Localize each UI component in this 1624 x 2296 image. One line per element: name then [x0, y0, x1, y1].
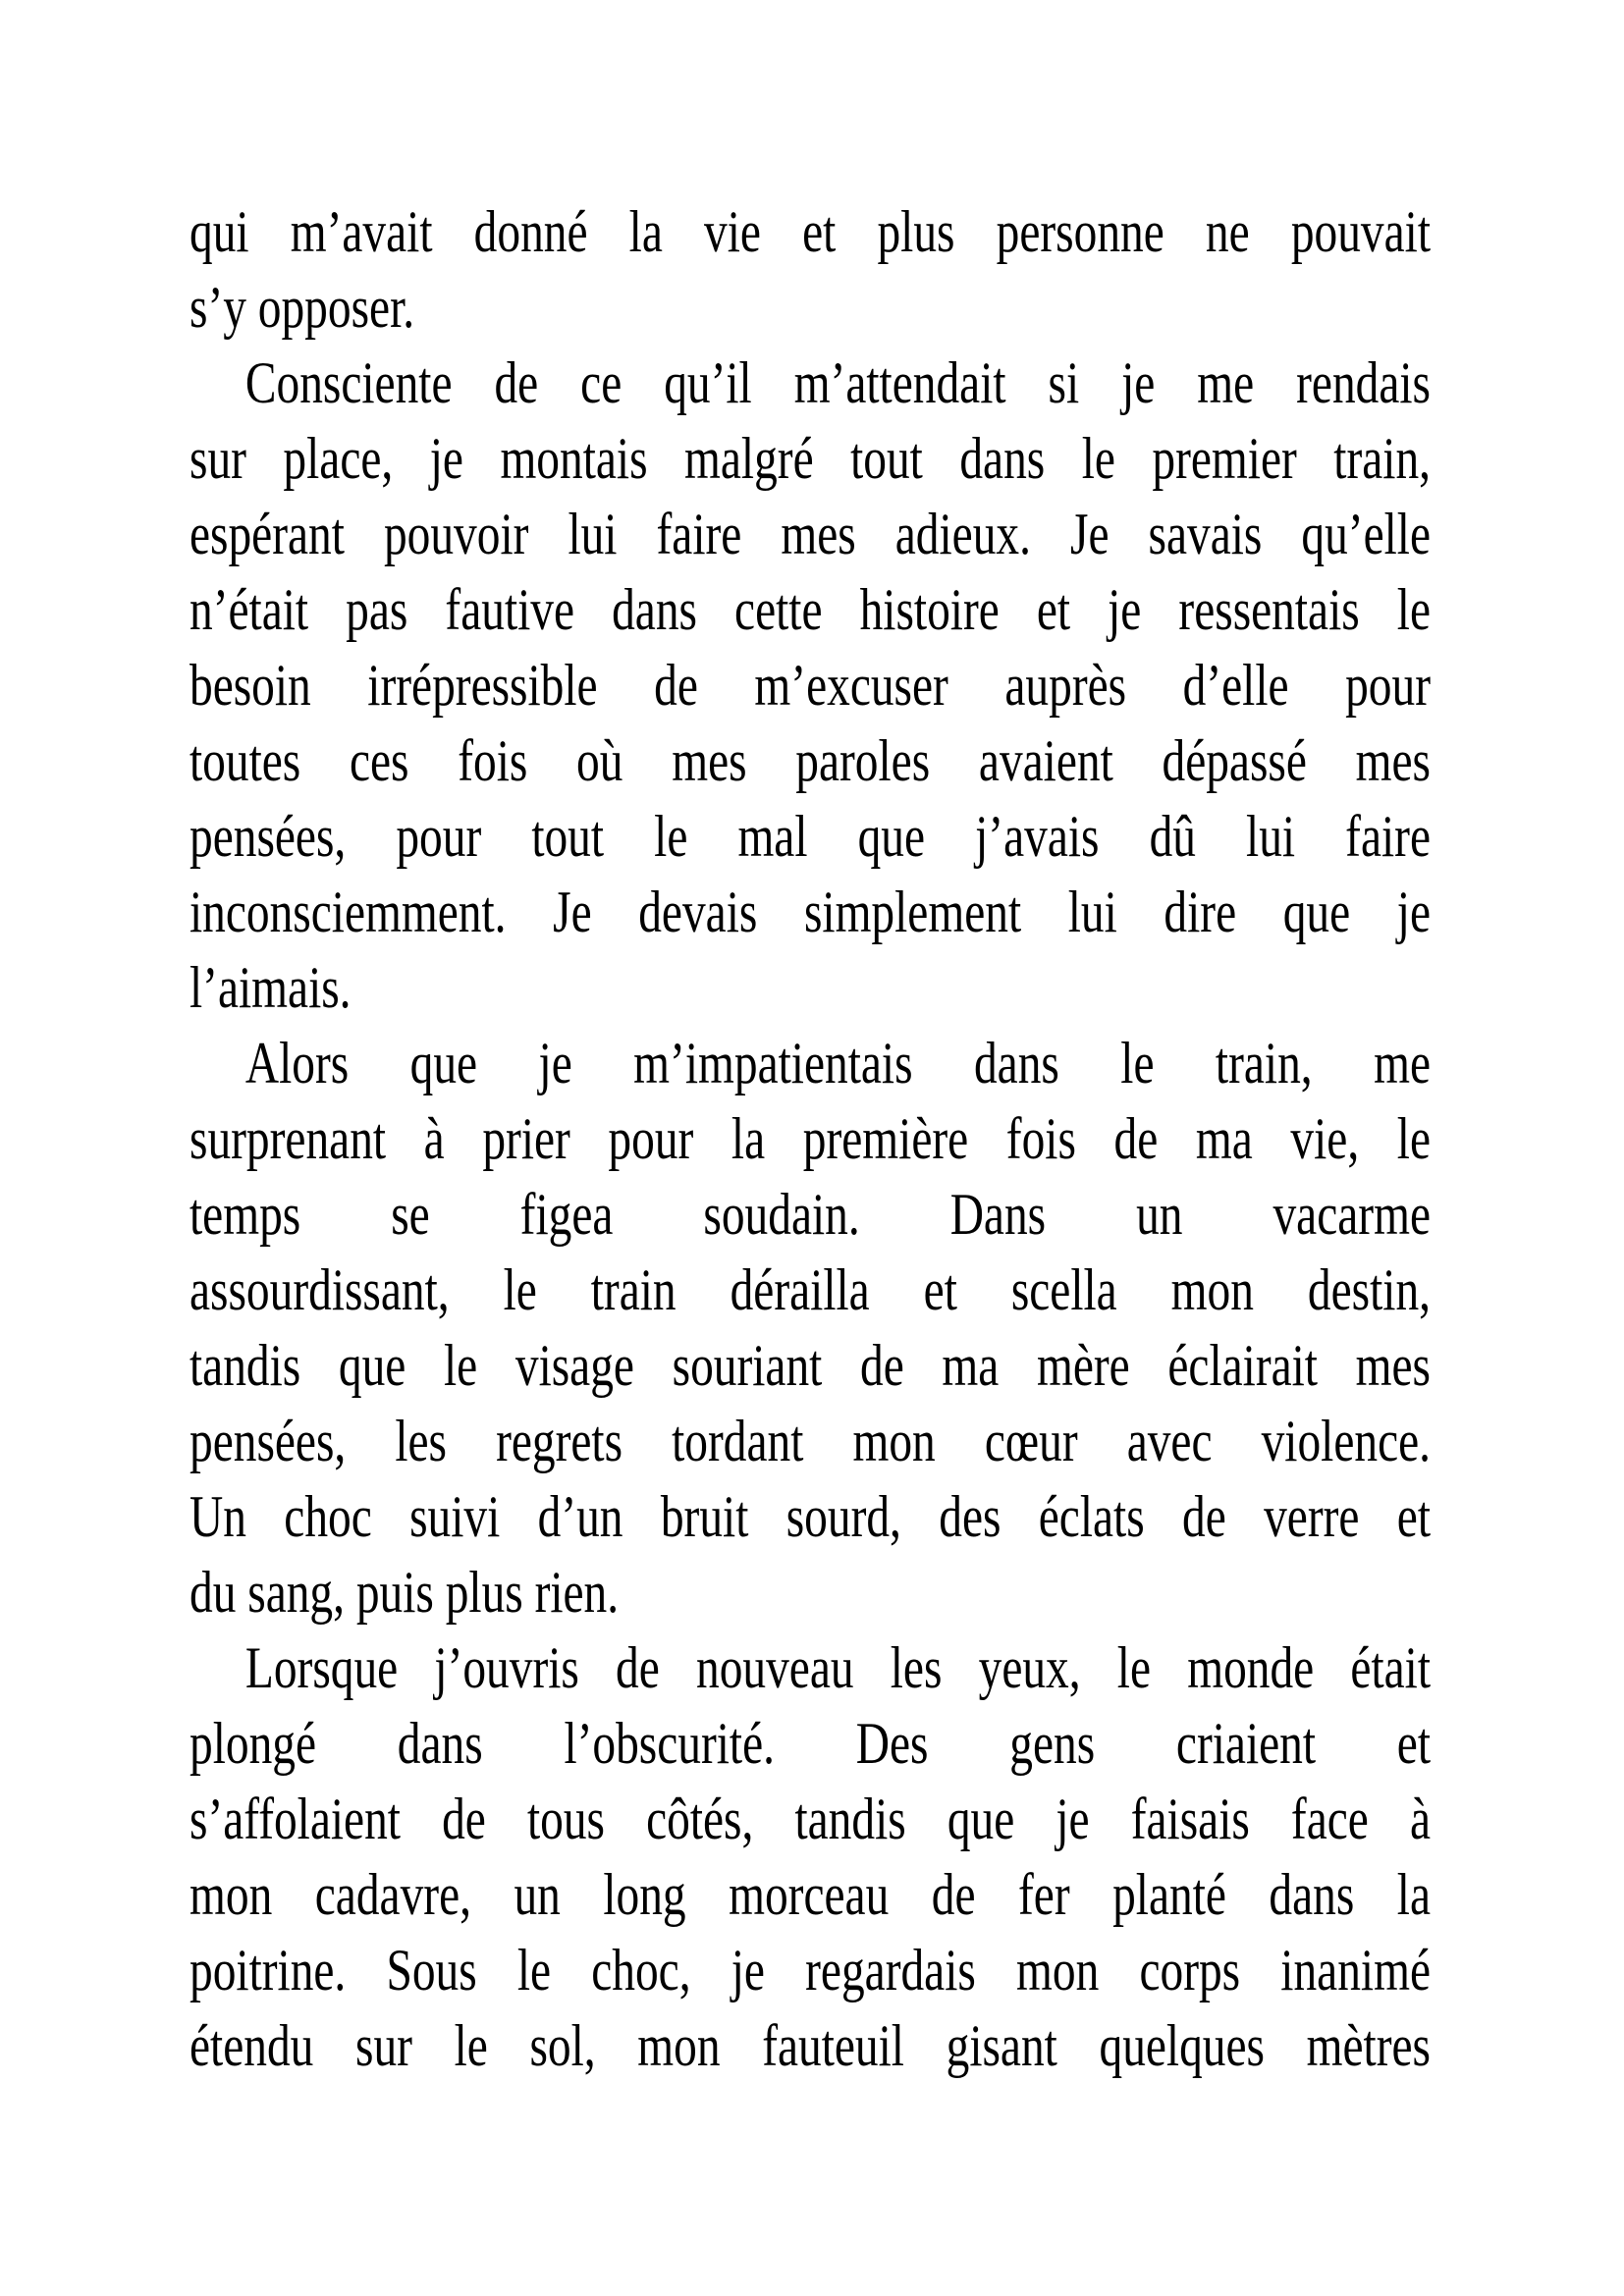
text-line: inconsciemment. Je devais simplement lui dire que je	[189, 880, 1431, 944]
text-line: besoin irrépressible de m’excuser auprès d’elle pour	[189, 653, 1431, 718]
text-line: Consciente de ce qu’il m’attendait si je me rendais	[244, 350, 1431, 415]
text-line: Lorsque j’ouvris de nouveau les yeux, le monde était	[244, 1635, 1431, 1700]
text-line: mon cadavre, un long morceau de fer planté dans la	[189, 1862, 1431, 1927]
text-line: pensées, les regrets tordant mon cœur avec violence.	[189, 1409, 1431, 1473]
text-line: plongé dans l’obscurité. Des gens criaient et	[189, 1711, 1431, 1776]
text-line: toutes ces fois où mes paroles avaient dépassé mes	[189, 728, 1431, 793]
text-line: qui m’avait donné la vie et plus personne ne pouvait	[189, 199, 1431, 264]
text-line: n’était pas fautive dans cette histoire et je ressentais le	[189, 577, 1431, 642]
body-text-block	[189, 194, 1431, 2084]
text-line: étendu sur le sol, mon fauteuil gisant quelques mètres	[189, 2013, 1431, 2078]
text-line: Alors que je m’impatientais dans le train, me	[244, 1031, 1431, 1095]
text-line: assourdissant, le train dérailla et scella mon destin,	[189, 1257, 1431, 1322]
text-line: surprenant à prier pour la première fois de ma vie, le	[189, 1106, 1431, 1171]
text-line: espérant pouvoir lui faire mes adieux. Je savais qu’elle	[189, 502, 1431, 566]
text-line: s’affolaient de tous côtés, tandis que je faisais face à	[189, 1787, 1431, 1851]
text-line: sur place, je montais malgré tout dans le premier train,	[189, 426, 1431, 491]
text-line: du sang, puis plus rien.	[189, 1560, 620, 1625]
text-line: pensées, pour tout le mal que j’avais dû lui faire	[189, 804, 1431, 869]
text-line: poitrine. Sous le choc, je regardais mon corps inanimé	[189, 1938, 1431, 2002]
text-line: Un choc suivi d’un bruit sourd, des éclats de verre et	[189, 1484, 1431, 1549]
text-line: temps se figea soudain. Dans un vacarme	[189, 1182, 1431, 1247]
text-line: l’aimais.	[189, 955, 352, 1020]
text-line: s’y opposer.	[189, 275, 415, 340]
text-line: tandis que le visage souriant de ma mère éclairait mes	[189, 1333, 1431, 1398]
